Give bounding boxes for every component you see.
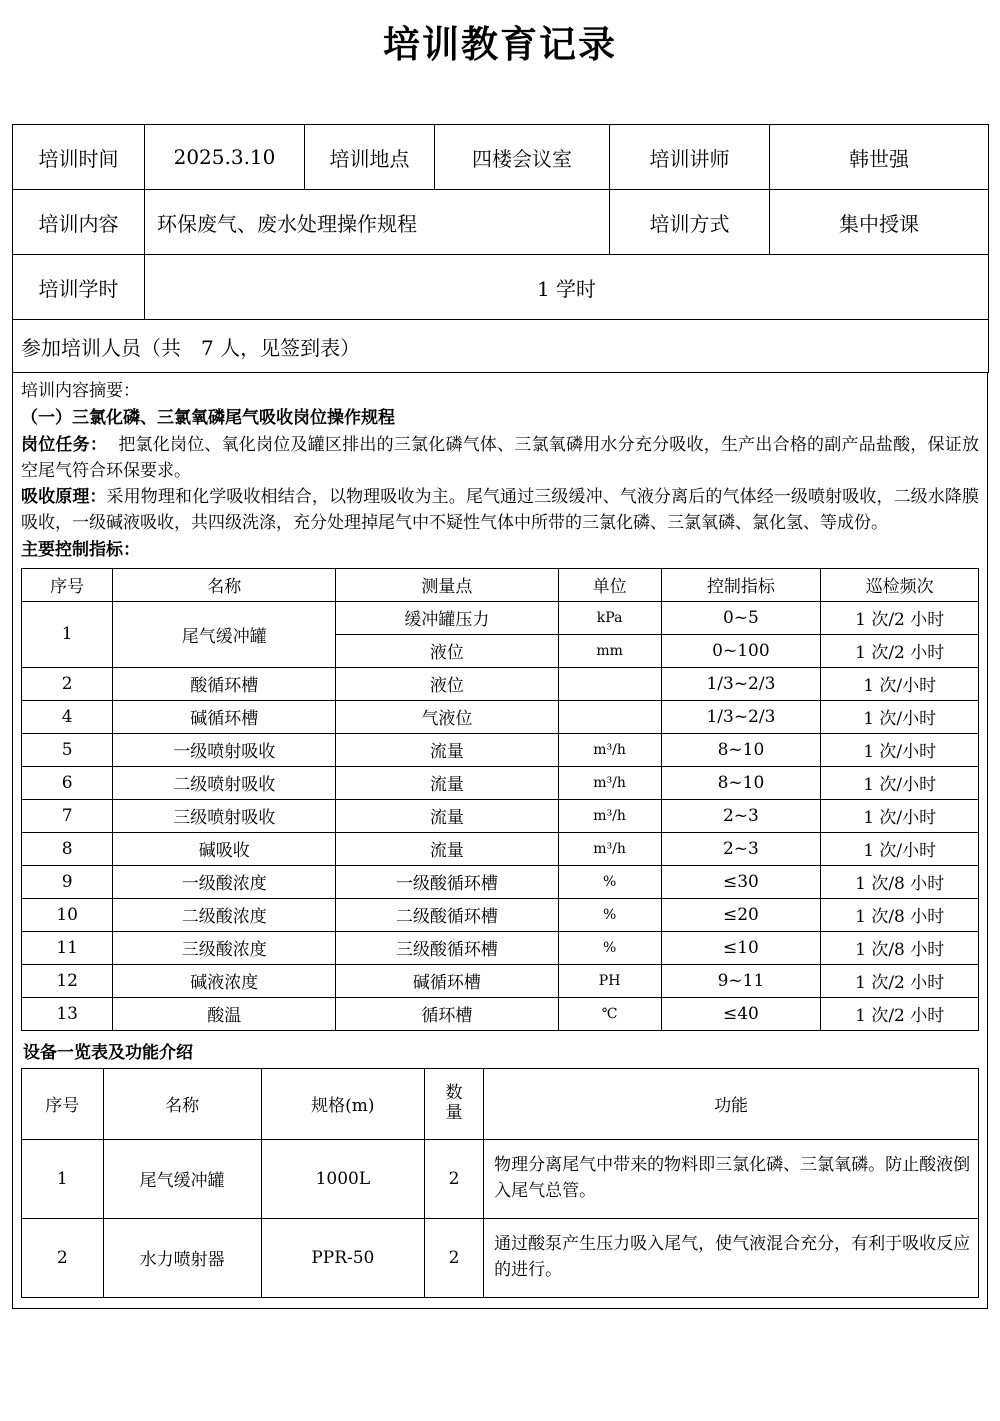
col-header-1: 名称 xyxy=(113,568,336,601)
cell-freq: 1 次/8 小时 xyxy=(821,931,979,964)
cell-freq: 1 次/2 小时 xyxy=(821,997,979,1030)
cell-name: 酸温 xyxy=(113,997,336,1030)
cell-target: 8~10 xyxy=(661,766,821,799)
cell-name: 一级酸浓度 xyxy=(113,865,336,898)
col-header-3: 单位 xyxy=(558,568,661,601)
cell-no: 2 xyxy=(22,667,113,700)
table-row xyxy=(22,733,979,766)
col-header-0: 序号 xyxy=(22,568,113,601)
cell-unit: % xyxy=(558,865,661,898)
cell-freq: 1 次/小时 xyxy=(821,832,979,865)
label-training-content: 培训内容 xyxy=(13,190,145,255)
cell-target: ≤30 xyxy=(661,865,821,898)
cell-qty: 2 xyxy=(424,1139,483,1218)
table-row xyxy=(22,667,979,700)
cell-unit: mm xyxy=(558,634,661,667)
control-indicator-table xyxy=(21,568,979,1031)
cell-name: 三级酸浓度 xyxy=(113,931,336,964)
cell-no: 7 xyxy=(22,799,113,832)
cell-point: 一级酸循环槽 xyxy=(336,865,559,898)
cell-point: 二级酸循环槽 xyxy=(336,898,559,931)
table-row xyxy=(22,964,979,997)
cell-freq: 1 次/小时 xyxy=(821,766,979,799)
col-header-func: 功能 xyxy=(484,1068,979,1139)
cell-target: 9~11 xyxy=(661,964,821,997)
table-row xyxy=(22,1139,979,1218)
cell-freq: 1 次/小时 xyxy=(821,700,979,733)
cell-target: 0~5 xyxy=(661,601,821,634)
cell-unit: ℃ xyxy=(558,997,661,1030)
cell-name: 碱吸收 xyxy=(113,832,336,865)
label-trainer: 培训讲师 xyxy=(610,125,770,190)
cell-name: 一级喷射吸收 xyxy=(113,733,336,766)
cell-unit: % xyxy=(558,931,661,964)
cell-no: 13 xyxy=(22,997,113,1030)
cell-point: 流量 xyxy=(336,733,559,766)
cell-target: 2~3 xyxy=(661,832,821,865)
cell-point: 三级酸循环槽 xyxy=(336,931,559,964)
col-header-spec: 规格(m) xyxy=(261,1068,424,1139)
cell-unit: PH xyxy=(558,964,661,997)
summary-label: 培训内容摘要： xyxy=(21,381,140,401)
col-header-4: 控制指标 xyxy=(661,568,821,601)
value-training-content: 环保废气、废水处理操作规程 xyxy=(145,190,610,255)
value-training-method: 集中授课 xyxy=(770,190,989,255)
attendance-text: 参加培训人员（共 7 人，见签到表） xyxy=(13,320,989,373)
label-training-place: 培训地点 xyxy=(305,125,435,190)
page-title: 培训教育记录 xyxy=(383,22,617,66)
summary-section xyxy=(12,373,988,1309)
cell-point: 循环槽 xyxy=(336,997,559,1030)
cell-unit: m³/h xyxy=(558,733,661,766)
cell-point: 液位 xyxy=(336,634,559,667)
table-row xyxy=(22,601,979,634)
header-info-table xyxy=(12,124,989,373)
cell-target: 8~10 xyxy=(661,733,821,766)
cell-point: 缓冲罐压力 xyxy=(336,601,559,634)
cell-unit: kPa xyxy=(558,601,661,634)
col-header-qty: 数 量 xyxy=(424,1068,483,1139)
table-header-row xyxy=(22,568,979,601)
label-training-hours: 培训学时 xyxy=(13,255,145,320)
value-training-place: 四楼会议室 xyxy=(435,125,610,190)
cell-point: 气液位 xyxy=(336,700,559,733)
cell-name: 三级喷射吸收 xyxy=(113,799,336,832)
cell-name: 二级酸浓度 xyxy=(113,898,336,931)
cell-freq: 1 次/小时 xyxy=(821,799,979,832)
duty-paragraph xyxy=(21,433,979,484)
cell-freq: 1 次/小时 xyxy=(821,733,979,766)
cell-target: 1/3~2/3 xyxy=(661,667,821,700)
equipment-title: 设备一览表及功能介绍 xyxy=(23,1042,193,1063)
cell-func: 物理分离尾气中带来的物料即三氯化磷、三氯氧磷。防止酸液倒入尾气总管。 xyxy=(484,1139,979,1218)
cell-no: 10 xyxy=(22,898,113,931)
col-header-2: 测量点 xyxy=(336,568,559,601)
cell-name: 碱循环槽 xyxy=(113,700,336,733)
duty-text: 把氯化岗位、氧化岗位及罐区排出的三氯化磷气体、三氯氧磷用水分充分吸收，生产出合格的副产品盐酸，保证放空尾气符合环保要求。 xyxy=(21,435,980,481)
cell-unit: m³/h xyxy=(558,799,661,832)
cell-func: 通过酸泵产生压力吸入尾气，使气液混合充分，有利于吸收反应的进行。 xyxy=(484,1218,979,1297)
cell-freq: 1 次/8 小时 xyxy=(821,865,979,898)
cell-name: 酸循环槽 xyxy=(113,667,336,700)
cell-no: 9 xyxy=(22,865,113,898)
cell-name: 水力喷射器 xyxy=(103,1218,261,1297)
cell-name: 尾气缓冲罐 xyxy=(103,1139,261,1218)
table-row xyxy=(22,898,979,931)
principle-paragraph xyxy=(21,485,979,536)
col-header-no: 序号 xyxy=(22,1068,104,1139)
cell-name: 二级喷射吸收 xyxy=(113,766,336,799)
table-header-row xyxy=(22,1068,979,1139)
cell-freq: 1 次/小时 xyxy=(821,667,979,700)
table-row xyxy=(22,931,979,964)
cell-unit: m³/h xyxy=(558,766,661,799)
cell-target: 0~100 xyxy=(661,634,821,667)
cell-no: 2 xyxy=(22,1218,104,1297)
cell-point: 碱循环槽 xyxy=(336,964,559,997)
table-row xyxy=(13,190,989,255)
cell-qty: 2 xyxy=(424,1218,483,1297)
cell-no: 6 xyxy=(22,766,113,799)
cell-unit: m³/h xyxy=(558,832,661,865)
cell-target: 2~3 xyxy=(661,799,821,832)
cell-target: ≤10 xyxy=(661,931,821,964)
cell-point: 流量 xyxy=(336,799,559,832)
cell-unit xyxy=(558,667,661,700)
cell-no: 4 xyxy=(22,700,113,733)
summary-section-title: （一）三氯化磷、三氯氧磷尾气吸收岗位操作规程 xyxy=(21,407,395,428)
duty-label: 岗位任务： xyxy=(21,435,108,456)
cell-point: 流量 xyxy=(336,832,559,865)
cell-unit xyxy=(558,700,661,733)
cell-freq: 1 次/2 小时 xyxy=(821,634,979,667)
table-row xyxy=(22,865,979,898)
cell-name: 尾气缓冲罐 xyxy=(113,601,336,667)
label-training-time: 培训时间 xyxy=(13,125,145,190)
cell-no: 11 xyxy=(22,931,113,964)
principle-text: 采用物理和化学吸收相结合，以物理吸收为主。尾气通过三级缓冲、气液分离后的气体经一级喷射吸收，二级水降膜吸收，一级碱液吸收，共四级洗涤，充分处理掉尾气中不疑性气体中所带的三氯化磷、三氯氧磷、氯化氢、等成份。 xyxy=(21,487,979,533)
equipment-table xyxy=(21,1068,979,1298)
cell-freq: 1 次/2 小时 xyxy=(821,601,979,634)
cell-target: 1/3~2/3 xyxy=(661,700,821,733)
cell-target: ≤20 xyxy=(661,898,821,931)
table-row xyxy=(22,766,979,799)
cell-freq: 1 次/8 小时 xyxy=(821,898,979,931)
cell-no: 8 xyxy=(22,832,113,865)
col-header-5: 巡检频次 xyxy=(821,568,979,601)
table-row xyxy=(13,255,989,320)
table-row xyxy=(13,125,989,190)
value-training-hours: 1 学时 xyxy=(145,255,989,320)
cell-freq: 1 次/2 小时 xyxy=(821,964,979,997)
table-row xyxy=(22,832,979,865)
cell-no: 1 xyxy=(22,1139,104,1218)
table-row xyxy=(22,799,979,832)
principle-label: 吸收原理： xyxy=(21,487,107,508)
cell-spec: 1000L xyxy=(261,1139,424,1218)
cell-point: 流量 xyxy=(336,766,559,799)
col-header-name: 名称 xyxy=(103,1068,261,1139)
indicator-title: 主要控制指标： xyxy=(21,540,140,561)
value-training-time: 2025.3.10 xyxy=(145,125,305,190)
cell-target: ≤40 xyxy=(661,997,821,1030)
cell-unit: % xyxy=(558,898,661,931)
cell-point: 液位 xyxy=(336,667,559,700)
cell-no: 1 xyxy=(22,601,113,667)
cell-spec: PPR-50 xyxy=(261,1218,424,1297)
table-row xyxy=(22,700,979,733)
cell-no: 12 xyxy=(22,964,113,997)
cell-name: 碱液浓度 xyxy=(113,964,336,997)
table-row-attendance xyxy=(13,320,989,373)
value-trainer: 韩世强 xyxy=(770,125,989,190)
label-training-method: 培训方式 xyxy=(610,190,770,255)
cell-no: 5 xyxy=(22,733,113,766)
table-row xyxy=(22,997,979,1030)
table-row xyxy=(22,1218,979,1297)
